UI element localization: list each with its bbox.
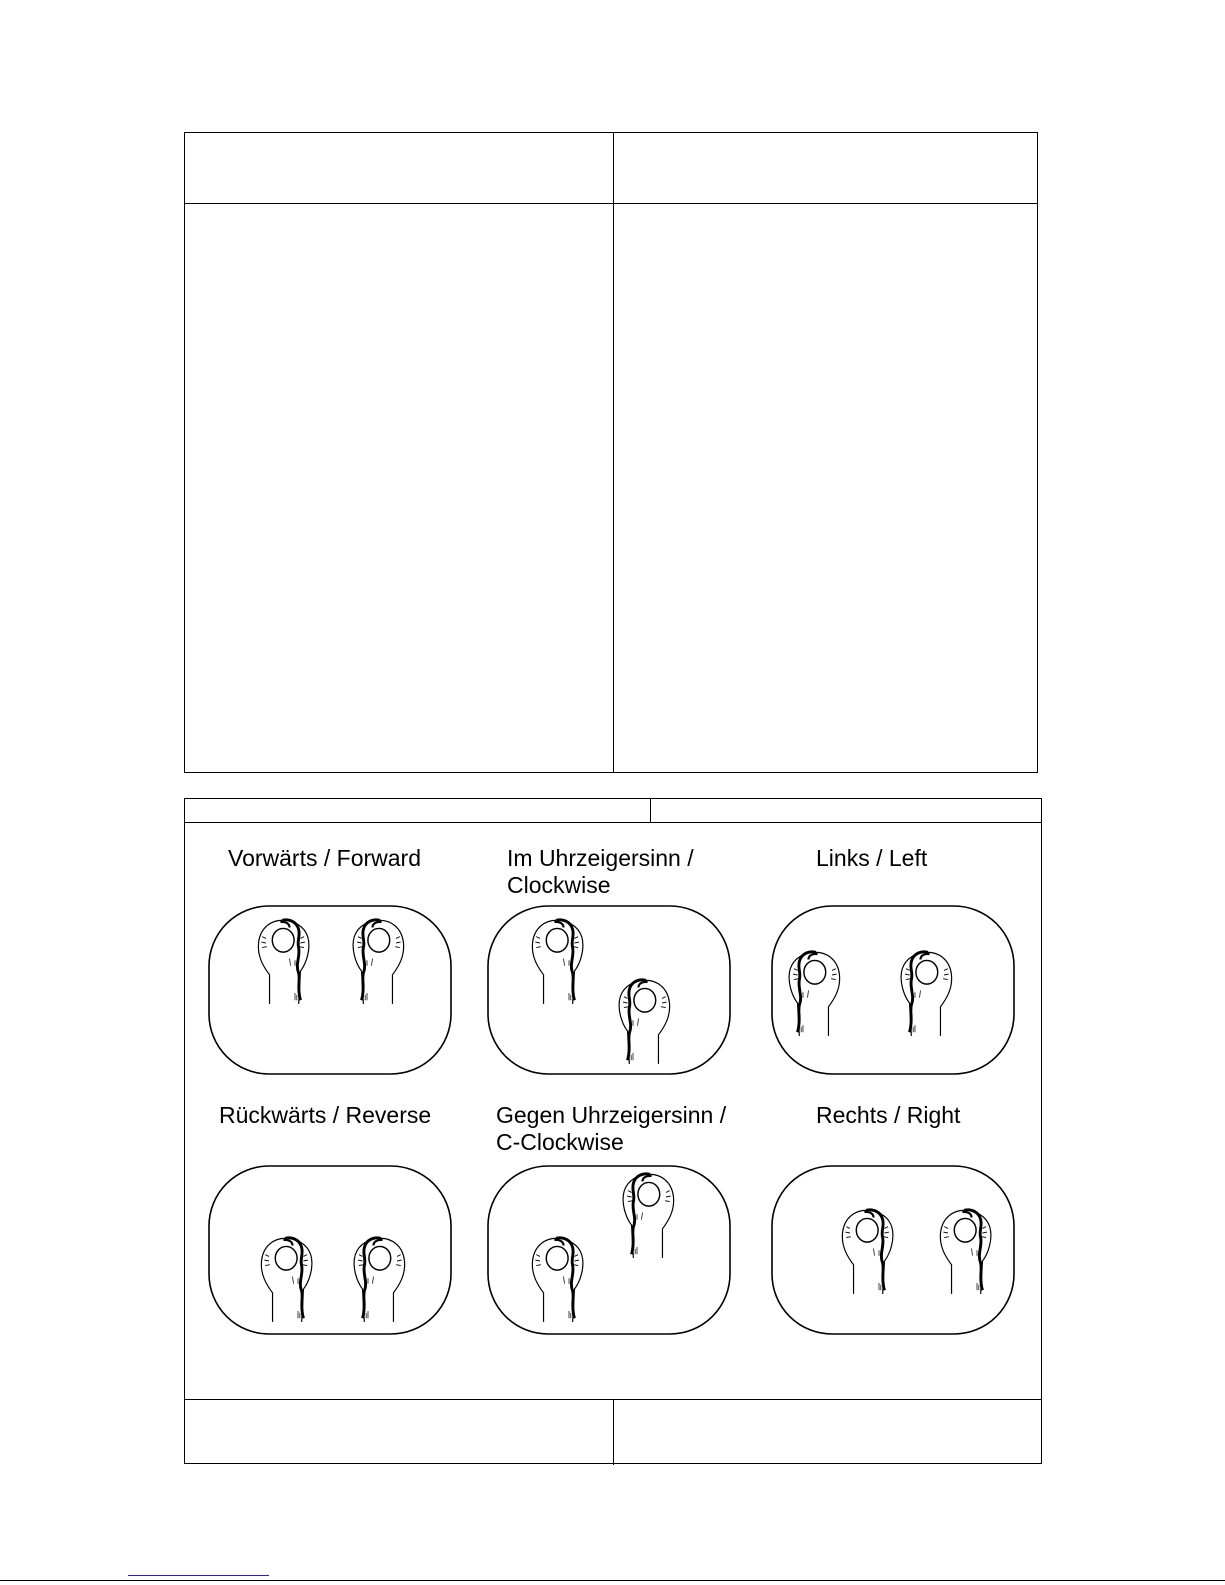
upper-table bbox=[184, 132, 1038, 773]
clockwise-movement-icon bbox=[487, 905, 731, 1075]
movement-label-right: Rechts / Right bbox=[816, 1102, 961, 1128]
footer-link-underline bbox=[128, 1575, 269, 1576]
movement-table-header-divider bbox=[185, 822, 1041, 823]
reverse-movement-icon bbox=[208, 1165, 452, 1335]
movement-table-header-column-divider bbox=[650, 799, 651, 822]
forward-movement-icon bbox=[208, 905, 452, 1075]
movement-label-counter-clockwise: Gegen Uhrzeigersinn / C-Clockwise bbox=[496, 1102, 727, 1155]
left-movement-icon bbox=[771, 905, 1015, 1075]
movement-label-left: Links / Left bbox=[816, 845, 928, 871]
upper-table-row-divider bbox=[185, 203, 1037, 204]
upper-table-column-divider bbox=[613, 133, 614, 772]
movement-label-clockwise: Im Uhrzeigersinn / Clockwise bbox=[507, 845, 694, 898]
counter-clockwise-movement-icon bbox=[487, 1165, 731, 1335]
movement-table-footer-column-divider bbox=[613, 1399, 614, 1465]
page-footer-rule bbox=[0, 1580, 1225, 1581]
right-movement-icon bbox=[771, 1165, 1015, 1335]
movement-label-reverse: Rückwärts / Reverse bbox=[219, 1102, 432, 1128]
movement-label-forward: Vorwärts / Forward bbox=[228, 845, 421, 871]
